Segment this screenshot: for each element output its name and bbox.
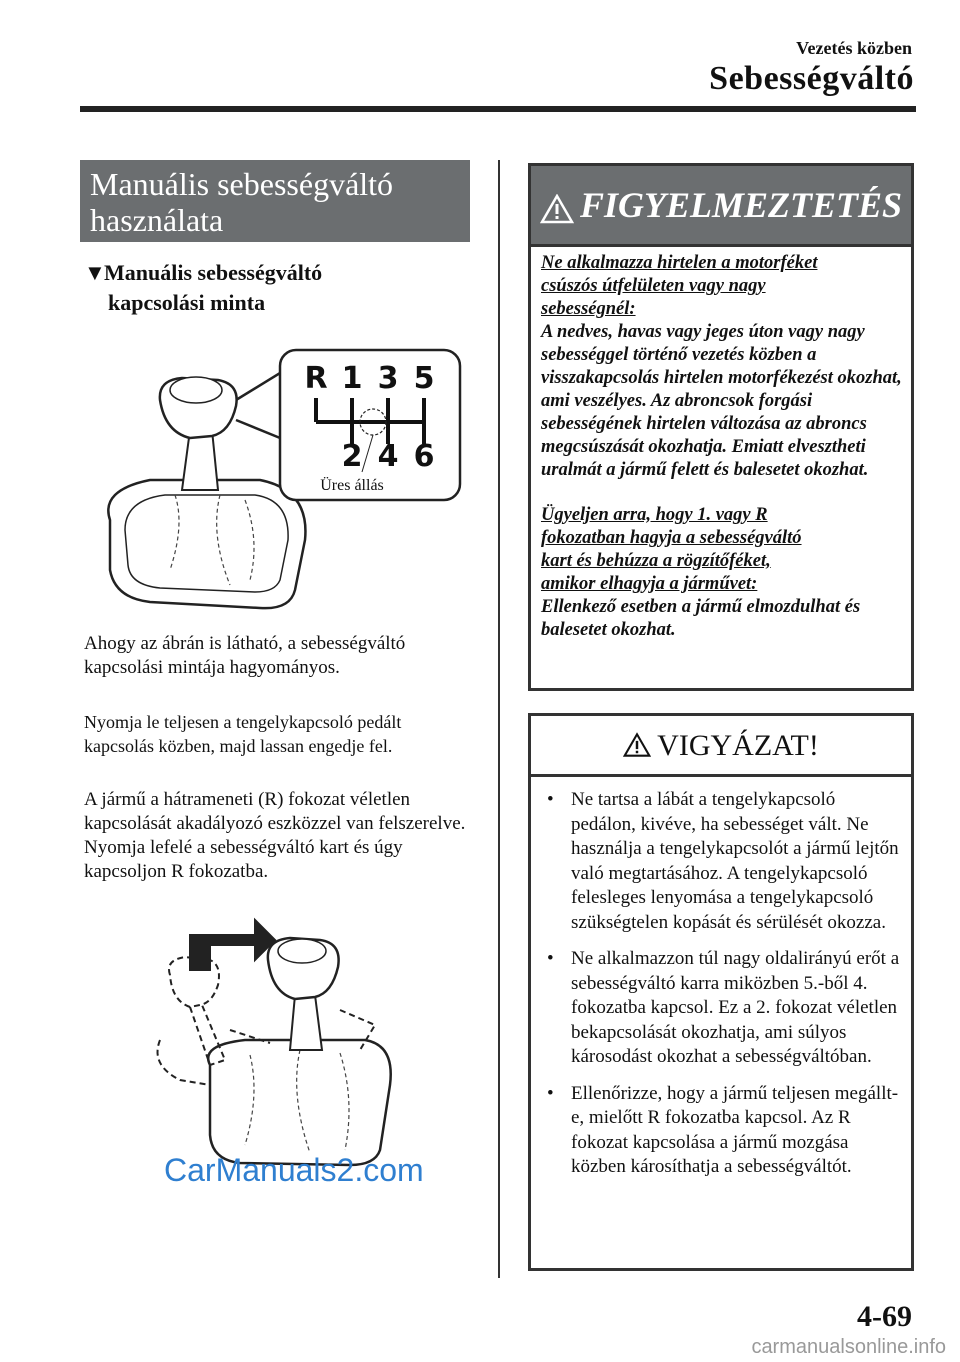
caution-body bbox=[543, 788, 903, 1192]
reverse-lever-shaft-shape bbox=[290, 995, 322, 1050]
push-down-arrow-shape bbox=[190, 920, 275, 970]
warning-title: FIGYELMEZTETÉS bbox=[579, 185, 903, 225]
warning-body bbox=[541, 252, 903, 642]
warning-text-1: A nedves, havas vagy jeges úton vagy nagy sebességgel történő vezetés közben a visszakapcsolás hirtelen motorfékezést okozhat, ami veszélyes. Az abroncsok forgási sebességének hirtelen változása az abroncs megcsúszását okozhatja. Emiatt elvesztheti uralmát a jármű felett és balesetet okozhat. bbox=[541, 322, 902, 480]
caution-item bbox=[543, 1082, 903, 1180]
column-divider bbox=[498, 160, 500, 1278]
warning-heading-2-line-4: amikor elhagyja a járművet: bbox=[541, 574, 758, 594]
gear-label: R bbox=[304, 361, 328, 396]
reverse-engagement-figure bbox=[150, 915, 430, 1170]
subtitle-line-2: kapcsolási minta bbox=[108, 290, 266, 315]
heading-line-1: Manuális sebességváltó bbox=[90, 166, 394, 202]
callout-line-lower bbox=[236, 420, 285, 440]
warning-heading-1-line-1: Ne alkalmazza hirtelen a motorféket bbox=[541, 253, 818, 273]
shift-boot-folds-shape bbox=[170, 495, 254, 585]
caution-triangle-icon bbox=[623, 732, 651, 758]
chapter-title: Vezetés közben bbox=[796, 38, 912, 58]
caution-title: VIGYÁZAT! bbox=[657, 729, 819, 762]
shift-pattern-subtitle bbox=[84, 258, 484, 318]
warning-box bbox=[528, 163, 914, 691]
warning-heading-2 bbox=[541, 504, 903, 596]
shift-pattern-figure bbox=[90, 340, 470, 620]
reverse-boot-folds-shape bbox=[245, 1050, 349, 1153]
heading-line-2: használata bbox=[90, 202, 224, 238]
caution-item-text: Ellenőrizze, hogy a jármű teljesen megállt-e, mielőtt R fokozatba kapcsol. Az R fokozat kapcsolása a jármű mozgása közben károsíthatja a sebességváltót. bbox=[571, 1082, 899, 1177]
bullet-dot-icon: • bbox=[547, 948, 554, 969]
gear-label: 1 bbox=[341, 361, 363, 396]
manual-transmission-heading bbox=[80, 160, 470, 242]
warning-heading-2-line-2: fokozatban hagyja a sebességváltó bbox=[541, 528, 802, 548]
gear-label: 4 bbox=[377, 439, 399, 474]
warning-triangle-icon bbox=[540, 194, 574, 224]
warning-heading-1 bbox=[541, 252, 903, 321]
header-rule bbox=[80, 106, 916, 112]
caution-item-text: Ne tartsa a lábát a tengelykapcsoló pedálon, kivéve, ha sebességet vált. Ne használja a tengelykapcsolót a jármű lejtőn való megtartásához. A tengelykapcsoló felesleges lenyomása a tengelykapcsoló szükségtelen kopását és sérülését okozza. bbox=[571, 789, 899, 933]
caution-item-text: Ne alkalmazzon túl nagy oldalirányú erőt a sebességváltó karra miközben 5.-ből 4. fokozatba kapcsol. Ez a 2. fokozat véletlen bekapcsolását okozhatja, ami súlyos károsodást okozhat a sebességváltóban. bbox=[571, 948, 900, 1067]
warning-text-2: Ellenkező esetben a jármű elmozdulhat és balesetet okozhat. bbox=[541, 597, 861, 640]
gear-label: 3 bbox=[377, 361, 399, 396]
shift-boot-base-shape bbox=[108, 480, 305, 608]
warning-heading-1-line-2: csúszós útfelületen vagy nagy bbox=[541, 276, 766, 296]
callout-line-upper bbox=[236, 370, 285, 400]
section-title: Sebességváltó bbox=[709, 60, 914, 97]
gear-label: 6 bbox=[413, 439, 435, 474]
caution-rule bbox=[531, 774, 911, 777]
triangle-marker-icon: ▼ bbox=[84, 260, 106, 285]
bullet-dot-icon: • bbox=[547, 1082, 554, 1104]
reverse-boot-base-shape bbox=[208, 1040, 391, 1165]
gear-label: 5 bbox=[413, 361, 435, 396]
paragraph-reverse: A jármű a hátrameneti (R) fokozat véletlen kapcsolását akadályozó eszközzel van felszerelve. Nyomja lefelé a sebességváltó kart és úgy kapcsoljon R fokozatba. bbox=[84, 789, 466, 882]
caution-item bbox=[543, 947, 903, 1070]
gear-label: 2 bbox=[341, 439, 363, 474]
warning-heading-1-line-3: sebességnél: bbox=[541, 299, 636, 319]
caution-header bbox=[531, 716, 911, 774]
paragraph-pattern: Ahogy az ábrán is látható, a sebességváltó kapcsolási mintája hagyományos. bbox=[84, 633, 406, 678]
warning-heading-2-line-3: kart és behúzza a rögzítőféket, bbox=[541, 551, 771, 571]
warning-heading-2-line-1: Ügyeljen arra, hogy 1. vagy R bbox=[541, 505, 768, 525]
bullet-dot-icon: • bbox=[547, 789, 554, 810]
neutral-label: Üres állás bbox=[320, 477, 384, 494]
ghost-boot-shape bbox=[158, 1040, 211, 1085]
watermark-carmanuals2: CarManuals2.com bbox=[164, 1152, 424, 1188]
warning-header bbox=[531, 166, 911, 247]
knob-top-shape bbox=[170, 377, 222, 403]
caution-item bbox=[543, 788, 903, 935]
reverse-knob-top-shape bbox=[278, 939, 326, 963]
lever-shaft-shape bbox=[182, 430, 218, 490]
shift-boot-inner-shape bbox=[125, 495, 288, 592]
watermark-carmanualsonline: carmanualsonline.info bbox=[751, 1336, 946, 1358]
subtitle-line-1: Manuális sebességváltó bbox=[104, 260, 323, 285]
caution-box bbox=[528, 713, 914, 1271]
paragraph-clutch: Nyomja le teljesen a tengelykapcsoló pedált kapcsolás közben, majd lassan engedje fel. bbox=[84, 712, 402, 756]
page-number: 4-69 bbox=[857, 1300, 912, 1333]
